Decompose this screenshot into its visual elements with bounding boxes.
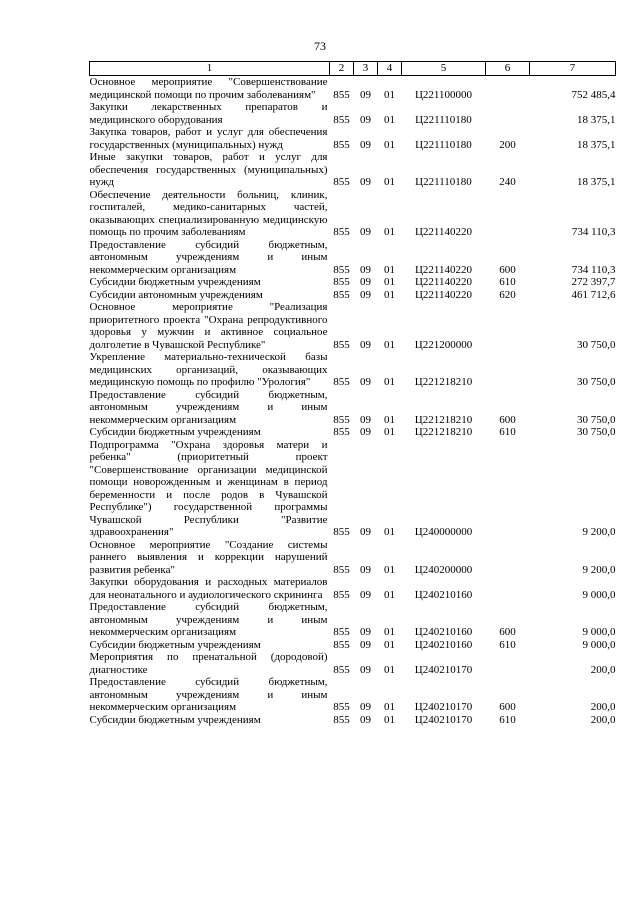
target-article-code: Ц221218210	[414, 376, 473, 388]
target-article-code: Ц221200000	[414, 338, 473, 351]
target-article-code: Ц221110180	[415, 138, 472, 151]
target-article-code: Ц240210170	[414, 713, 473, 726]
page-number: 73	[314, 39, 326, 53]
ministry-code: 855	[333, 226, 350, 238]
target-article-code: Ц221110180	[415, 113, 472, 126]
ministry-code: 855	[333, 376, 350, 388]
subsection-code: 01	[384, 113, 395, 126]
subsection-code: 01	[384, 176, 395, 188]
table-row	[90, 426, 616, 439]
amount-value: 200,0	[590, 713, 616, 726]
target-article-code: Ц240000000	[414, 526, 473, 538]
table-row	[90, 539, 616, 577]
subsection-code: 01	[384, 413, 395, 426]
target-article-code: Ц240200000	[414, 563, 473, 576]
expense-type-code: 600	[499, 626, 516, 638]
target-article-code: Ц240210170	[414, 701, 473, 713]
ministry-code: 855	[333, 413, 350, 426]
subsection-code: 01	[384, 263, 395, 276]
row-name: Укрепление материально-технической базы медицинских организаций, оказывающих медицинскую помощь по профилю "Урология"	[89, 351, 328, 388]
amount-value: 30 750,0	[577, 338, 616, 351]
ministry-code: 855	[333, 338, 350, 351]
expense-type-code	[486, 439, 530, 539]
amount-value: 30 750,0	[577, 413, 616, 426]
expense-type-code: 610	[499, 276, 516, 288]
subsection-code: 01	[384, 526, 395, 538]
table-row	[90, 639, 616, 652]
subsection-code: 01	[384, 563, 395, 576]
expense-type-code: 600	[499, 413, 516, 426]
expense-type-code	[486, 101, 530, 126]
subsection-code: 01	[384, 376, 395, 388]
section-code: 09	[360, 288, 371, 301]
amount-value: 9 200,0	[582, 526, 616, 538]
section-code: 09	[360, 263, 371, 276]
section-code: 09	[360, 376, 371, 388]
table-row	[90, 101, 616, 126]
ministry-code: 855	[333, 638, 350, 651]
row-name: Основное мероприятие "Реализация приоритетного проекта "Охрана репродуктивного здоровья у мужчин и активное социальное долголетие в Чувашской Республике"	[89, 301, 328, 351]
target-article-code: Ц240210160	[414, 626, 473, 638]
section-code: 09	[360, 113, 371, 126]
table-row	[90, 76, 616, 102]
section-code: 09	[360, 176, 371, 188]
amount-value: 18 375,1	[577, 113, 616, 126]
amount-value: 272 397,7	[571, 276, 616, 288]
amount-value: 9 000,0	[582, 638, 616, 651]
row-name: Субсидии автономным учреждениям	[89, 288, 263, 301]
subsection-code: 01	[384, 626, 395, 638]
section-code: 09	[360, 563, 371, 576]
table-row	[90, 676, 616, 714]
section-code: 09	[360, 88, 371, 101]
amount-value: 752 485,4	[571, 88, 616, 101]
row-name: Субсидии бюджетным учреждениям	[89, 638, 261, 651]
table-body	[90, 76, 616, 727]
section-code: 09	[360, 526, 371, 538]
subsection-code: 01	[384, 713, 395, 726]
section-code: 09	[360, 413, 371, 426]
ministry-code: 855	[333, 176, 350, 188]
ministry-code: 855	[333, 288, 350, 301]
subsection-code: 01	[384, 138, 395, 151]
amount-value: 461 712,6	[571, 288, 616, 301]
amount-value: 18 375,1	[577, 176, 616, 188]
column-header-3: 3	[354, 62, 378, 76]
section-code: 09	[360, 276, 371, 288]
table-row	[90, 189, 616, 239]
expense-type-code	[486, 76, 530, 102]
column-number-header-row	[90, 62, 616, 76]
target-article-code: Ц240210160	[414, 638, 473, 651]
subsection-code: 01	[384, 663, 395, 676]
target-article-code: Ц221140220	[414, 263, 473, 276]
section-code: 09	[360, 588, 371, 601]
ministry-code: 855	[333, 263, 350, 276]
subsection-code: 01	[384, 288, 395, 301]
ministry-code: 855	[333, 138, 350, 151]
expense-type-code: 620	[499, 288, 516, 301]
row-name: Закупки оборудования и расходных материалов для неонатального и аудиологического скрининга	[89, 576, 328, 601]
ministry-code: 855	[333, 563, 350, 576]
row-name: Субсидии бюджетным учреждениям	[89, 276, 261, 288]
target-article-code: Ц221140220	[414, 226, 473, 238]
target-article-code: Ц221140220	[414, 276, 473, 288]
subsection-code: 01	[384, 701, 395, 713]
row-name: Субсидии бюджетным учреждениям	[89, 426, 261, 438]
table-row	[90, 651, 616, 676]
row-name: Основное мероприятие "Создание системы раннего выявления и коррекции нарушений развития ребенка"	[89, 538, 328, 576]
subsection-code: 01	[384, 88, 395, 101]
row-name: Субсидии бюджетным учреждениям	[89, 713, 261, 726]
table-row	[90, 714, 616, 727]
amount-value: 30 750,0	[577, 376, 616, 388]
target-article-code: Ц240210170	[414, 663, 473, 676]
row-name: Иные закупки товаров, работ и услуг для обеспечения государственных (муниципальных) нужд	[89, 151, 328, 188]
target-article-code: Ц240210160	[414, 588, 473, 601]
section-code: 09	[360, 226, 371, 238]
table-row	[90, 601, 616, 639]
ministry-code: 855	[333, 426, 350, 438]
row-name: Предоставление субсидий бюджетным, автономным учреждениям и иным некоммерческим организациям	[89, 238, 328, 276]
table-row	[90, 301, 616, 351]
expense-type-code	[486, 301, 530, 351]
target-article-code: Ц221218210	[414, 413, 473, 426]
ministry-code: 855	[333, 588, 350, 601]
table-row	[90, 389, 616, 427]
section-code: 09	[360, 426, 371, 438]
expense-type-code: 600	[499, 701, 516, 713]
amount-value: 734 110,3	[571, 263, 616, 276]
section-code: 09	[360, 713, 371, 726]
row-name: Закупки лекарственных препаратов и медицинского оборудования	[89, 101, 328, 126]
subsection-code: 01	[384, 638, 395, 651]
row-name: Мероприятия по пренатальной (дородовой) диагностике	[89, 651, 328, 676]
table-row	[90, 151, 616, 189]
table-row	[90, 576, 616, 601]
expense-type-code: 200	[499, 138, 516, 151]
expense-type-code	[486, 651, 530, 676]
subsection-code: 01	[384, 338, 395, 351]
target-article-code: Ц221140220	[414, 288, 473, 301]
table-row	[90, 126, 616, 151]
column-header-7: 7	[530, 62, 616, 76]
ministry-code: 855	[333, 701, 350, 713]
row-name: Предоставление субсидий бюджетным, автономным учреждениям и иным некоммерческим организациям	[89, 601, 328, 638]
amount-value: 30 750,0	[577, 426, 616, 438]
expense-type-code	[486, 351, 530, 389]
ministry-code: 855	[333, 113, 350, 126]
ministry-code: 855	[333, 88, 350, 101]
expense-type-code: 610	[499, 426, 516, 438]
subsection-code: 01	[384, 426, 395, 438]
amount-value: 734 110,3	[571, 226, 616, 238]
column-header-6: 6	[486, 62, 530, 76]
expense-type-code: 610	[499, 638, 516, 651]
section-code: 09	[360, 638, 371, 651]
row-name: Предоставление субсидий бюджетным, автономным учреждениям и иным некоммерческим организациям	[89, 388, 328, 426]
expense-type-code: 600	[499, 263, 516, 276]
row-name: Основное мероприятие "Совершенствование медицинской помощи по прочим заболеваниям"	[89, 76, 328, 101]
column-header-5: 5	[402, 62, 486, 76]
amount-value: 200,0	[590, 701, 616, 713]
row-name: Обеспечение деятельности больниц, клиник, госпиталей, медико-санитарных частей, оказывающих специализированную медицинскую помощь по прочим заболеваниям	[89, 188, 328, 238]
target-article-code: Ц221218210	[414, 426, 473, 438]
table-row	[90, 351, 616, 389]
target-article-code: Ц221110180	[415, 176, 472, 188]
amount-value: 18 375,1	[577, 138, 616, 151]
table-row	[90, 289, 616, 302]
ministry-code: 855	[333, 626, 350, 638]
expense-type-code: 240	[499, 176, 516, 188]
amount-value: 200,0	[590, 663, 616, 676]
subsection-code: 01	[384, 226, 395, 238]
target-article-code: Ц221100000	[414, 88, 473, 101]
ministry-code: 855	[333, 526, 350, 538]
ministry-code: 855	[333, 713, 350, 726]
expense-type-code	[486, 539, 530, 577]
section-code: 09	[360, 626, 371, 638]
column-header-2: 2	[330, 62, 354, 76]
section-code: 09	[360, 701, 371, 713]
amount-value: 9 000,0	[582, 626, 616, 638]
subsection-code: 01	[384, 588, 395, 601]
amount-value: 9 000,0	[582, 588, 616, 601]
amount-value: 9 200,0	[582, 563, 616, 576]
ministry-code: 855	[333, 663, 350, 676]
ministry-code: 855	[333, 276, 350, 288]
budget-table	[89, 61, 616, 726]
table-row	[90, 439, 616, 539]
row-name: Предоставление субсидий бюджетным, автономным учреждениям и иным некоммерческим организациям	[89, 676, 328, 713]
expense-type-code: 610	[499, 713, 516, 726]
section-code: 09	[360, 663, 371, 676]
column-header-1: 1	[90, 62, 330, 76]
row-name: Закупка товаров, работ и услуг для обеспечения государственных (муниципальных) нужд	[89, 126, 328, 151]
subsection-code: 01	[384, 276, 395, 288]
expense-type-code	[486, 576, 530, 601]
row-name: Подпрограмма "Охрана здоровья матери и ребенка" (приоритетный проект "Совершенствование организации медицинской помощи новорожденным и женщинам в период беременности и после родов в Чувашской Республике") государственной программы Чувашской Республики "Развитие здравоохранения"	[89, 438, 328, 538]
column-header-4: 4	[378, 62, 402, 76]
table-row	[90, 276, 616, 289]
section-code: 09	[360, 338, 371, 351]
expense-type-code	[486, 189, 530, 239]
table-row	[90, 239, 616, 277]
section-code: 09	[360, 138, 371, 151]
